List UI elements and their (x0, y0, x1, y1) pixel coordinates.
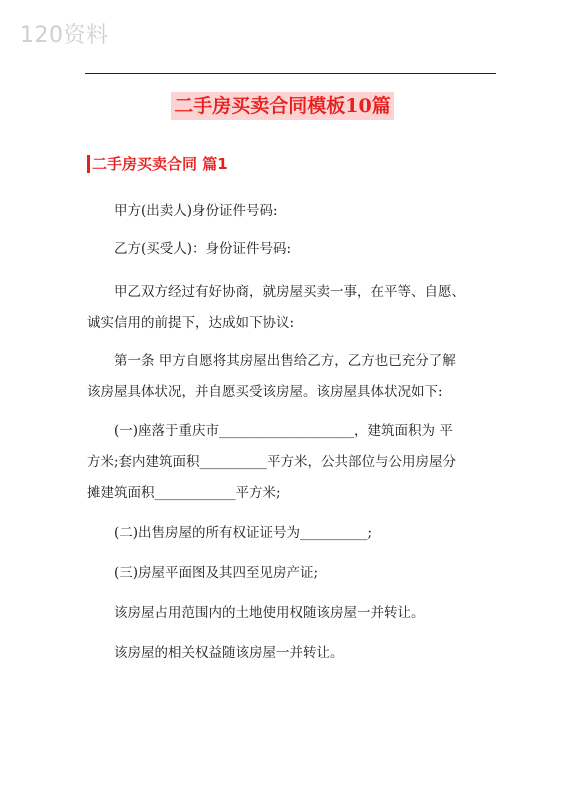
paragraph-line: 第一条 甲方自愿将其房屋出售给乙方，乙方也已充分了解 (114, 353, 456, 369)
document-title-text: 二手房买卖合同模板10篇 (171, 92, 393, 120)
paragraph-location (87, 416, 493, 509)
paragraph-line: 摊建筑面积____________平方米; (87, 485, 281, 501)
paragraph-party-a (87, 196, 520, 227)
paragraph-line: (一)座落于重庆市____________________，建筑面积为 平 (114, 423, 453, 439)
paragraph-line: (三)房屋平面图及其四至见房产证; (114, 565, 319, 581)
header-divider (85, 73, 496, 74)
paragraph-ownership-cert (87, 518, 520, 549)
paragraph-rights (87, 638, 520, 669)
watermark: 120资料 (20, 23, 109, 48)
paragraph-party-b (87, 234, 520, 265)
paragraph-article-1 (87, 346, 493, 408)
paragraph-line: 该房屋具体状况，并自愿买受该房屋。该房屋具体状况如下: (87, 384, 443, 400)
paragraph-line: 乙方(买受人)：身份证件号码: (114, 241, 292, 257)
document-title (0, 92, 565, 120)
paragraph-line: 甲乙双方经过有好协商，就房屋买卖一事，在平等、自愿、 (114, 284, 465, 300)
paragraph-land-use (87, 598, 520, 629)
paragraph-line: 诚实信用的前提下，达成如下协议: (87, 315, 295, 331)
section-heading: 二手房买卖合同 篇1 (87, 155, 228, 173)
paragraph-line: (二)出售房屋的所有权证证号为__________; (114, 525, 373, 541)
paragraph-floor-plan (87, 558, 520, 589)
paragraph-line: 方米;套内建筑面积__________平方米，公共部位与公用房屋分 (87, 454, 457, 470)
paragraph-agreement (87, 277, 493, 339)
paragraph-line: 甲方(出卖人)身份证件号码: (114, 203, 278, 219)
paragraph-line: 该房屋的相关权益随该房屋一并转让。 (114, 645, 344, 661)
paragraph-line: 该房屋占用范围内的土地使用权随该房屋一并转让。 (114, 605, 425, 621)
